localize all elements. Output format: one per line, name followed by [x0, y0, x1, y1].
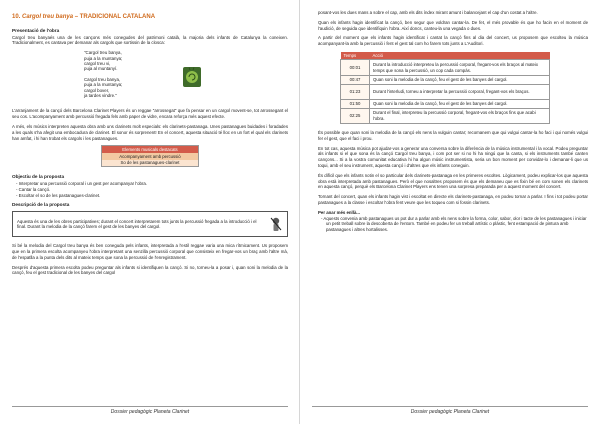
lyric-line: "Cargol treu banya,	[84, 50, 122, 56]
more-item: - Aquests convenia amb pastanagues us pot dur a parlar amb els nens sobre la forma, color, sabor, olor i tacte de les pastanagues i iniciar un petit treball sobre la descoberta de l'entorn. També en podeu fer un treball artístic o plàstic, fent estampació de pintura amb pastanagues i altres hortalisses.	[326, 216, 588, 233]
table-header-row	[341, 52, 550, 60]
gesture-paragraph: posant-vos les dues mans a sobre el cap, amb els dits índex mirant amunt i balancejant el cap d'un costat a l'altre.	[318, 10, 538, 15]
participatory-callout	[12, 211, 288, 237]
callout-text: Aquesta és una de les obres participatives; durant el concert interpretarem tots junts la percussió fregada a la introducció i el final. Durant la melodia de la cançó farem el gest de les banyes del cargol.	[17, 218, 257, 230]
concert-paragraph: A partir del moment que els infants hagin identificat i cantat la cançó fins al dia del concert, us proposem que escolteu la música acompanyant-la amb la percussió i fent el gest tal com ho farem tots junts a L'Auditori.	[318, 35, 588, 47]
row-time: 00:47	[341, 75, 370, 84]
after-concert-paragraph: Tornant del concert, quan els infants hagin vist i escoltat en directe els clarinets-pastanaga, en podeu tornar a parlar. I fins i tot podeu portar pastanagues a la classe i escoltar l'obra fent veure que les toqueu com si fossin clarinets.	[318, 194, 588, 206]
lyric-line: Cargol treu banya,	[84, 76, 121, 82]
lyric-line: puja al muntanyí.	[84, 66, 118, 72]
instrumental-paragraph: En tot cas, aquesta música pot ajudar-vos a generar una conversa sobre la diferència de la música instrumental i la vocal. Podeu preguntar als infants si el que sona és la cançó Cargol treu banya, i com pot ser si no hi ha ningú que la canta, si els instruments també canten cançons... Si a la vostra comunitat educativa hi ha algun músic instrumentista, seria un bon moment per convidar-lo i demanar-li que us toqui, amb el seu instrument, aquesta cançó i d'altres que els infants coneguin.	[318, 145, 588, 169]
snail-icon	[182, 66, 202, 88]
footer-rule	[12, 406, 288, 407]
highlights-title: Elements musicals destacats	[102, 146, 198, 153]
descripcio-paragraph-2: Després d'aquesta primera escolta podeu preguntar als infants si identifiquen la cançó. Si no, torneu-la a posar i, quan soni la melodia de la cançó, feu el gest tradicional de les banyes del cargol	[12, 264, 288, 276]
lyric-line: cargol bover,	[84, 87, 110, 93]
objectiu-item: - Cantar la cançó.	[16, 187, 288, 193]
column-header-action: Acció	[370, 52, 550, 60]
footer-rule	[312, 406, 588, 407]
objectiu-item: - Interpretar una percussió corporal i un gest per acompanyar l'obra.	[16, 181, 288, 187]
row-time: 02:25	[341, 108, 370, 123]
section-title	[12, 15, 288, 21]
highlight-item: So de les pastanagues-clarinet	[102, 160, 198, 167]
objectiu-heading: Objectiu de la proposta	[12, 174, 65, 180]
descripcio-paragraph-1: Si bé la melodia del Cargol treu banya és ben coneguda pels infants, interpretada a l'estil reggae varia una mica rítmicament. Us proposem que en la primera escolta acompanyeu l'obra interpretant una senzilla percussió corporal que consisteix en fregar-vos un braç amb l'altre mà, de l'espatlla a la punta dels dits al mateix temps que sona la percussió de l'enregistrament.	[12, 243, 288, 260]
lyric-line: cargol treu vi,	[84, 61, 111, 66]
more-list	[318, 216, 588, 233]
lyrics	[12, 50, 162, 103]
row-action: Durant la introducció interpreteu la percussió corporal, fregant-vos els braços al mateix temps que sona la percussió, un cop cada compàs.	[370, 60, 550, 75]
table-row	[341, 84, 550, 99]
table-row	[341, 60, 550, 75]
right-footer	[300, 410, 600, 416]
table-row	[341, 108, 550, 123]
row-action: Quan soni la melodia de la cançó, feu el gest de les banyes del cargol.	[370, 75, 550, 84]
highlight-item: Acompanyament amb percussió	[102, 153, 198, 160]
row-time: 00:01	[341, 60, 370, 75]
carrot-sound-paragraph: És difícil que els infants notin el so particular dels clarinets-pastanaga en les primeres escoltes. Lògicament, podeu explicar-los que aquesta obra està interpretada amb pastanagues. Però el que nosaltres proposem és que els demaneu que es fixin bé en com sonen els clarinets en aquesta cançó, perquè els Barcelona Clarinet Players ens tenen una sorpresa preparada per a aquest moment del concert.	[318, 172, 588, 190]
title-origin: – TRADICIONAL CATALANA	[74, 14, 156, 20]
presentacio-paragraph: Cargol treu banyaés una de les cançons més conegudes del patrimoni català, la majoria dels infants de Catalunya la coneixen. Tradicionalment, es cantava per demanar als cargols que sortissin de la closca:	[12, 34, 288, 46]
objectiu-item: - Escoltar el so de les pastanagues-clarinet.	[16, 193, 288, 199]
footer-text: Dossier pedagògic Planeta Clarinet	[110, 409, 190, 416]
arranjament-paragraph: L'arranjament de la cançó dels Barcelona Clarinet Players és un reggae "arrossegat" que fa pensar en un cargol movent-se, tot arrossegant el seu cos. L'acompanyament amb percussió fregada fels amb paper de vidre, encara reforça més aquest efecte.	[12, 108, 288, 120]
row-action: Quan soni la melodia de la cançó, feu el gest de les banyes del cargol.	[370, 99, 550, 108]
clarinets-paragraph: A més, els músics interpreten aquesta obra amb uns clarinets molt especials: els clarinets-pastanaga. Unes pastanagues buidades i foradades a les quals s'ha afegit una embocadura de clarinet. El sonor és sorprenent! En el concert, aquesta situació té lloc en un fort el qual els clarinets han amfat, i hi han trobat els cargols i les pastanagues.	[12, 124, 288, 141]
sing-paragraph: Quan els infants hagin identificat la cançó, ben segur que voldran cantar-la. De fet, el més provable és que ho facin en el moment de l'audició, de seguida que identifiquin l'obra. Així doncs, canteu-la una vegada o dues.	[318, 19, 588, 31]
table-row	[341, 99, 550, 108]
row-action: Durant el final, interpreteu la percussió corporal, fregant-vos els braços fins que acabi l'obra.	[370, 108, 550, 123]
right-page	[300, 0, 600, 424]
descripcio-heading: Descripció de la proposta	[12, 202, 70, 208]
footer-text: Dossier pedagògic Planeta Clarinet	[410, 409, 490, 416]
table-row	[341, 75, 550, 84]
stanza-2	[84, 77, 162, 99]
timeline-table	[340, 52, 550, 124]
column-header-time: Temps	[341, 52, 370, 60]
objectiu-list	[12, 181, 288, 198]
more-heading: Per anar més enllà...	[318, 209, 361, 215]
melody-paragraph: És possible que quan soni la melodia de la cançó els nens la vulguin cantar; recomanem que qui vulgui cantar-la ho faci i qui només vulgui fer el gest, que el faci i prou.	[318, 130, 588, 141]
title-song: Cargol treu banya	[22, 14, 74, 20]
lyric-line: puja a la muntanya;	[84, 55, 123, 61]
row-time: 01:23	[341, 84, 370, 99]
lyric-line: ja tardes vindre."	[84, 93, 117, 99]
title-number: 10.	[12, 14, 21, 20]
lyric-line: puja a la muntanya;	[84, 82, 123, 88]
presentacio-heading: Presentació de l'obra	[12, 27, 60, 33]
row-action: Durant l'interludi, torneu a interpretar la percussió corporal, fregant-vos els braços.	[370, 84, 550, 99]
highlights-box	[101, 145, 199, 167]
poem-block	[12, 50, 288, 103]
row-time: 01:50	[341, 99, 370, 108]
left-footer	[0, 410, 300, 416]
clarinet-icon	[269, 215, 283, 233]
stanza-1	[84, 50, 162, 72]
